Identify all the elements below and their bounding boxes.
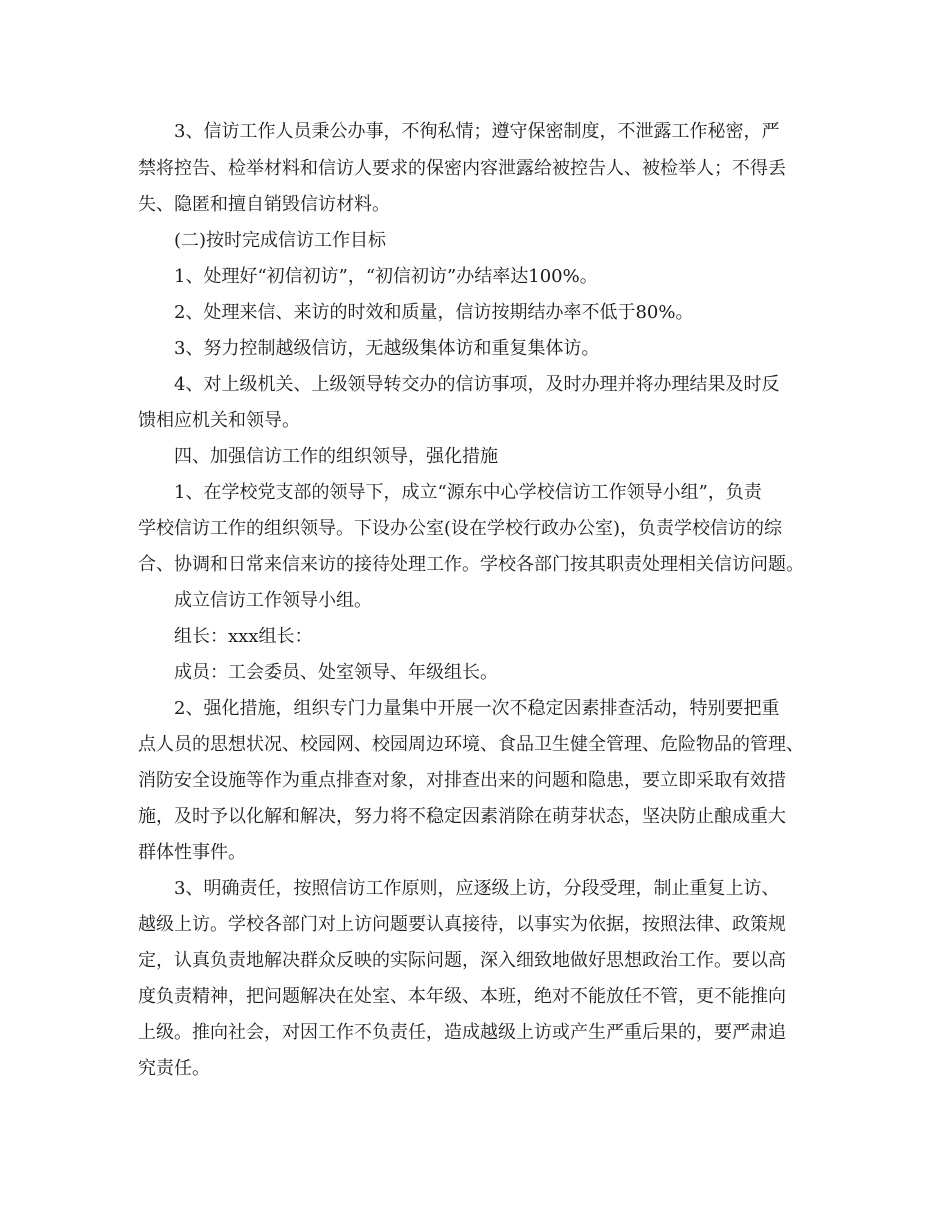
text-line: 合、协调和日常来信来访的接待处理工作。学校各部门按其职责处理相关信访问题。 <box>138 554 804 575</box>
text-line: 3、信访工作人员秉公办事，不徇私情；遵守保密制度，不泄露工作秘密，严 <box>174 121 780 142</box>
text-line: 3、明确责任，按照信访工作原则，应逐级上访，分段受理，制止重复上访、 <box>174 878 780 899</box>
text-line: 4、对上级机关、上级领导转交办的信访事项，及时办理并将办理结果及时反 <box>174 374 780 395</box>
text-line: 越级上访。学校各部门对上访问题要认真接待，以事实为依据，按照法律、政策规 <box>138 914 786 935</box>
text-line: 1、在学校党支部的领导下，成立“源东中心学校信访工作领导小组”，负责 <box>174 482 762 503</box>
text-line: 2、处理来信、来访的时效和质量，信访按期结办率不低于80%。 <box>174 302 694 323</box>
text-line: 禁将控告、检举材料和信访人要求的保密内容泄露给被控告人、被检举人；不得丢 <box>138 158 786 179</box>
text-line: 学校信访工作的组织领导。下设办公室(设在学校行政办公室)，负责学校信访的综 <box>138 518 783 539</box>
text-line: 点人员的思想状况、校园网、校园周边环境、食品卫生健全管理、危险物品的管理、 <box>138 734 804 755</box>
text-line: 度负责精神，把问题解决在处室、本年级、本班，绝对不能放任不管，更不能推向 <box>138 986 786 1007</box>
section-heading: 四、加强信访工作的组织领导，强化措施 <box>174 446 498 467</box>
text-line: 定，认真负责地解决群众反映的实际问题，深入细致地做好思想政治工作。要以高 <box>138 950 786 971</box>
text-line: 施，及时予以化解和解决，努力将不稳定因素消除在萌芽状态，坚决防止酿成重大 <box>138 806 786 827</box>
text-line: 成立信访工作领导小组。 <box>174 590 372 611</box>
text-line: 消防安全设施等作为重点排查对象，对排查出来的问题和隐患，要立即采取有效措 <box>138 770 786 791</box>
text-line: 1、处理好“初信初访”，“初信初访”办结率达100%。 <box>174 266 598 287</box>
text-line: 成员：工会委员、处室领导、年级组长。 <box>174 662 498 683</box>
text-line: 上级。推向社会，对因工作不负责任，造成越级上访或产生严重后果的，要严肃追 <box>138 1022 786 1043</box>
text-line: 失、隐匿和擅自销毁信访材料。 <box>138 194 390 215</box>
text-line: 3、努力控制越级信访，无越级集体访和重复集体访。 <box>174 338 600 359</box>
text-line: 组长：xxx组长： <box>174 626 313 647</box>
section-heading: (二)按时完成信访工作目标 <box>174 230 387 251</box>
text-line: 馈相应机关和领导。 <box>138 410 300 431</box>
text-line: 究责任。 <box>138 1058 210 1079</box>
text-line: 群体性事件。 <box>138 842 246 863</box>
text-line: 2、强化措施，组织专门力量集中开展一次不稳定因素排查活动，特别要把重 <box>174 698 780 719</box>
